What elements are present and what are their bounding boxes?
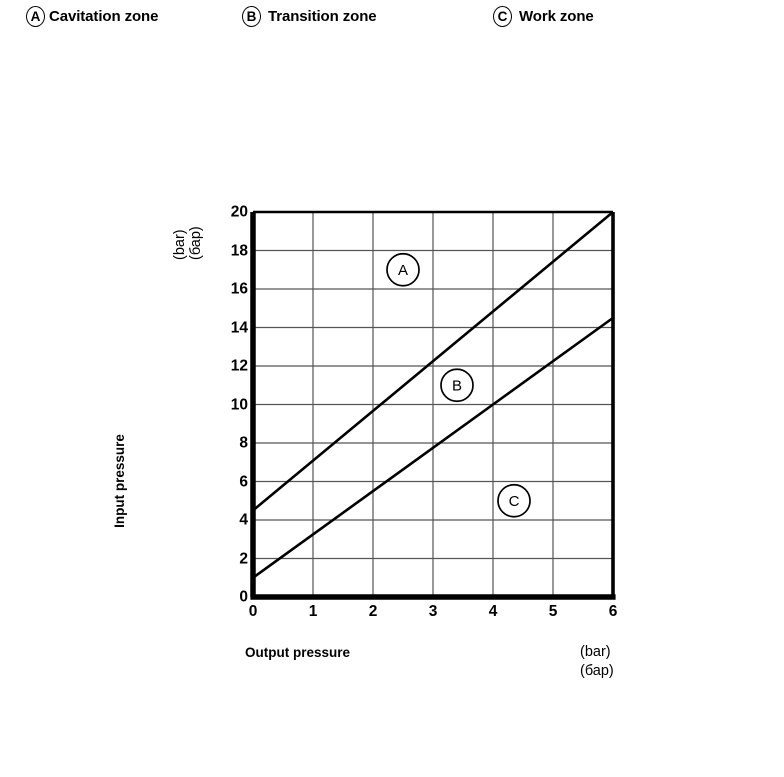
zone-marker-text: C (508, 492, 520, 510)
x-axis-units-secondary: (бар) (580, 662, 614, 679)
x-tick-label: 4 (488, 603, 498, 620)
y-tick-label: 12 (230, 357, 248, 375)
x-tick-label: 0 (248, 603, 258, 620)
legend-badge-a: A (26, 6, 45, 27)
y-tick-label: 10 (230, 395, 248, 413)
x-tick-label: 2 (368, 603, 378, 620)
y-tick-label: 6 (239, 472, 248, 490)
y-axis-units-secondary: (бар) (188, 226, 204, 260)
y-tick-label: 16 (230, 280, 248, 298)
y-tick-label: 2 (239, 549, 248, 567)
zone-marker-text: B (451, 377, 463, 395)
y-axis-title: Input pressure (112, 434, 127, 528)
zone-marker-b (441, 369, 473, 401)
legend-label-cavitation-zone: Cavitation zone (49, 8, 159, 25)
x-axis-tick-labels (0, 604, 784, 626)
zone-marker-a (387, 254, 419, 286)
y-tick-label: 14 (230, 318, 248, 336)
zone-marker-text: A (397, 261, 409, 279)
x-tick-label: 3 (428, 603, 438, 620)
legend-label-work-zone: Work zone (519, 8, 594, 25)
x-tick-label: 1 (308, 603, 318, 620)
y-tick-label: 4 (239, 511, 248, 529)
y-tick-label: 8 (239, 434, 248, 452)
x-axis-title: Output pressure (245, 645, 351, 660)
zone-marker-c (498, 485, 530, 517)
y-tick-label: 20 (230, 203, 248, 221)
legend-label-transition-zone: Transition zone (268, 8, 377, 25)
x-tick-label: 6 (608, 603, 618, 620)
x-axis-units (580, 643, 614, 680)
y-tick-label: 0 (239, 588, 248, 606)
legend-badge-b: B (242, 6, 261, 27)
y-axis-units-primary: (bar) (171, 229, 188, 260)
x-axis-units-primary: (bar) (580, 644, 611, 660)
x-tick-label: 5 (548, 603, 558, 620)
legend-badge-c: C (493, 6, 512, 27)
y-tick-label: 18 (230, 241, 248, 259)
zone-markers (387, 254, 530, 517)
